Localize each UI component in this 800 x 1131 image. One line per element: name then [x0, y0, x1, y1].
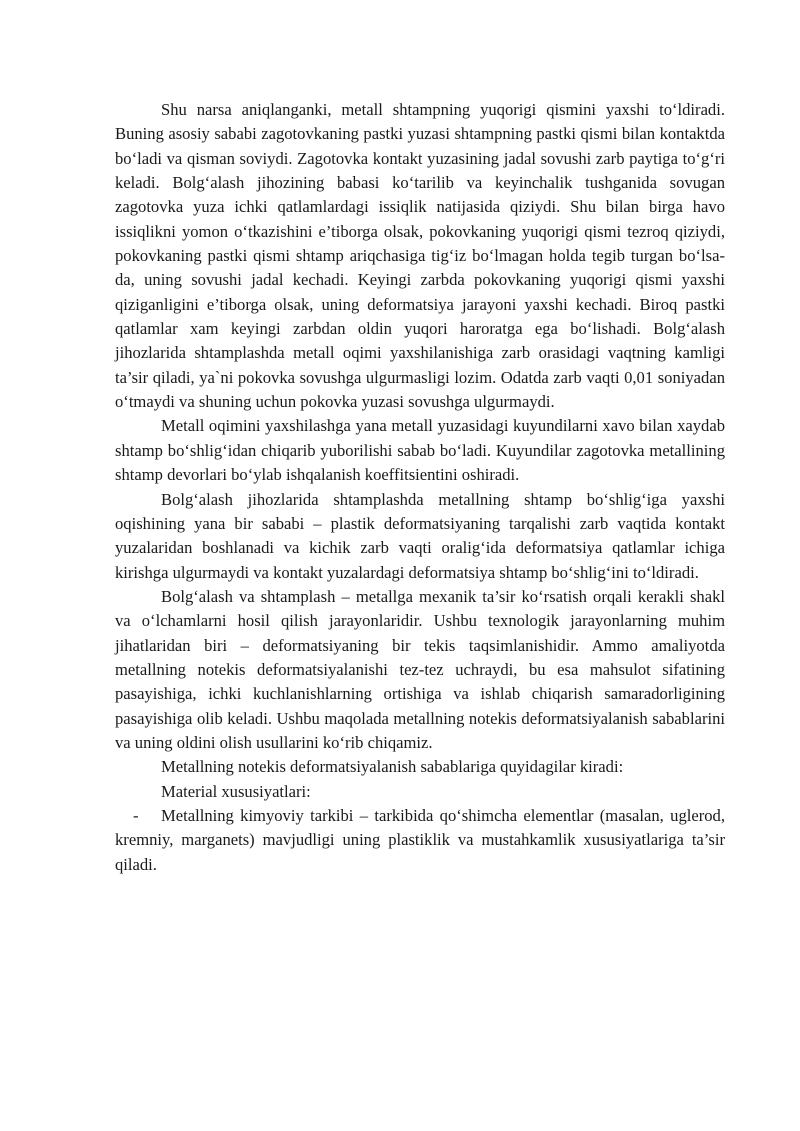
intro-line: Metallning notekis deformatsiyalanish sabablariga quyidagilar kiradi: — [161, 757, 624, 777]
paragraph-cooling: Shu narsa aniqlanganki, metall shtampning yuqorigi qismini yaxshi to‘ldiradi. Buning asosiy sababi zagotovkaning pastki yuzasi shtampning pastki qismi bilan kontaktda bo‘ladi va qisman soviydi. Zagotovka kontakt yuzasining jadal sovushi zarb paytiga to‘g‘ri keladi. Bolg‘alash jihozining babasi ko‘tarilib va keyinchalik tushganida sovugan zagotovka yuza ichki qatlamlardagi issiqlik natijasida qiziydi. Shu bilan birga havo issiqlikni yomon o‘tkazishini e’tiborga olsak, pokovkaning yuqorigi qismi tezroq qiziydi, pokovkaning pastki qismi shtamp ariqchasiga tig‘iz bo‘lmagan holda tegib turgan bo‘lsa-da, uning sovushi jadal kechadi. Keyingi zarbda pokovkaning yuqorigi qismi yaxshi qiziganligini e’tiborga olsak, uning deformatsiya jarayoni yaxshi kechadi. Biroq pastki qatlamlar xam keyingi zarbdan oldin yuqori haroratga ega bo‘lishadi. Bolg‘alash jihozlarida shtamplashda metall oqimi yaxshilanishiga zarb orasidagi vaqtning kamligi ta’sir qiladi, ya`ni pokovka sovushga ulgurmasligi lozim. Odatda zarb vaqti 0,01 soniyadan o‘tmaydi va shuning uchun pokovka yuzasi sovushga ulgurmaydi. — [115, 100, 725, 412]
causes-list — [115, 804, 725, 877]
section-heading: Material xususiyatlari: — [161, 781, 311, 801]
list-bullet: - — [133, 805, 139, 825]
document-page — [115, 98, 725, 877]
paragraph-forging-overview: Bolg‘alash va shtamplash – metallga mexanik ta’sir ko‘rsatish orqali kerakli shakl va o‘lchamlarni hosil qilish jarayonlaridir. Ushbu texnologik jarayonlarning muhim jihatlaridan biri – deformatsiyaning bir tekis taqsimlanishidir. Ammo amaliyotda metallning notekis deformatsiyalanishi tez-tez uchraydi, bu esa mahsulot sifatining pasayishiga, ichki kuchlanishlarning ortishiga va ishlab chiqarish samaradorligining pasayishiga olib keladi. Ushbu maqolada metallning notekis deformatsiyalanish sabablarini va uning oldini olish usullarini ko‘rib chiqamiz. — [115, 586, 725, 752]
paragraph-scale-removal: Metall oqimini yaxshilashga yana metall yuzasidagi kuyundilarni xavo bilan xaydab shtamp bo‘shlig‘idan chiqarib yuborilishi sabab bo‘ladi. Kuyundilar zagotovka metallining shtamp devorlari bo‘ylab ishqalanish koeffitsientini oshiradi. — [115, 416, 725, 485]
list-item — [115, 804, 725, 877]
paragraph-plastic-deformation: Bolg‘alash jihozlarida shtamplashda metallning shtamp bo‘shlig‘iga yaxshi oqishining yana bir sababi – plastik deformatsiyaning tarqalishi zarb vaqtida kontakt yuzalaridan boshlanadi va kichik zarb vaqti oralig‘ida deformatsiya qatlamlar ichiga kirishga ulgurmaydi va kontakt yuzalardagi deformatsiya shtamp bo‘shlig‘ini to‘ldiradi. — [115, 489, 725, 582]
list-item-text: Metallning kimyoviy tarkibi – tarkibida qo‘shimcha elementlar (masalan, uglerod, kremniy, marganets) mavjudligi uning plastiklik va mustahkamlik xususiyatlariga ta’sir qiladi. — [115, 805, 725, 874]
